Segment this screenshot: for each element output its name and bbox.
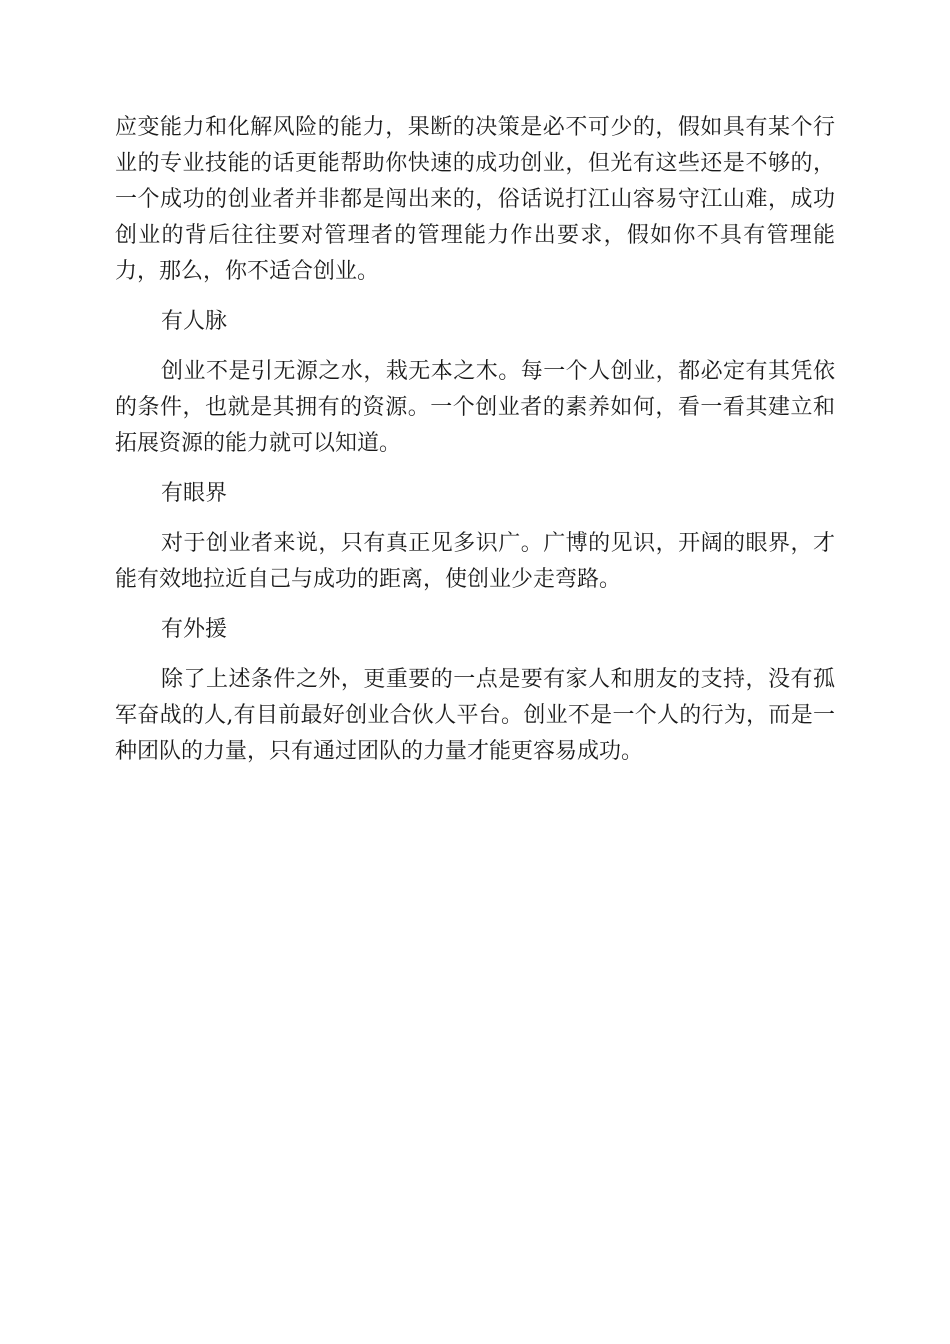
section-heading-vision: 有眼界	[161, 481, 228, 506]
paragraph-management-ability: 应变能力和化解风险的能力，果断的决策是必不可少的，假如具有某个行业的专业技能的话更能帮助你快速的成功创业，但光有这些还是不够的，一个成功的创业者并非都是闯出来的，俗话说打江山容易守江山难，成功创业的背后往往要对管理者的管理能力作出要求，假如你不具有管理能力，那么，你不适合创业。	[115, 115, 835, 284]
paragraph-insight: 对于创业者来说，只有真正见多识广。广博的见识，开阔的眼界，才能有效地拉近自己与成功的距离，使创业少走弯路。	[115, 531, 835, 592]
section-heading-support: 有外援	[161, 617, 228, 642]
paragraph-resources: 创业不是引无源之水，栽无本之木。每一个人创业，都必定有其凭依的条件，也就是其拥有的资源。一个创业者的素养如何，看一看其建立和拓展资源的能力就可以知道。	[115, 359, 835, 456]
section-heading-network: 有人脉	[161, 309, 228, 334]
document-body	[115, 110, 835, 784]
paragraph-team-support: 除了上述条件之外，更重要的一点是要有家人和朋友的支持，没有孤军奋战的人,有目前最好创业合伙人平台。创业不是一个人的行为，而是一种团队的力量，只有通过团队的力量才能更容易成功。	[115, 667, 835, 764]
